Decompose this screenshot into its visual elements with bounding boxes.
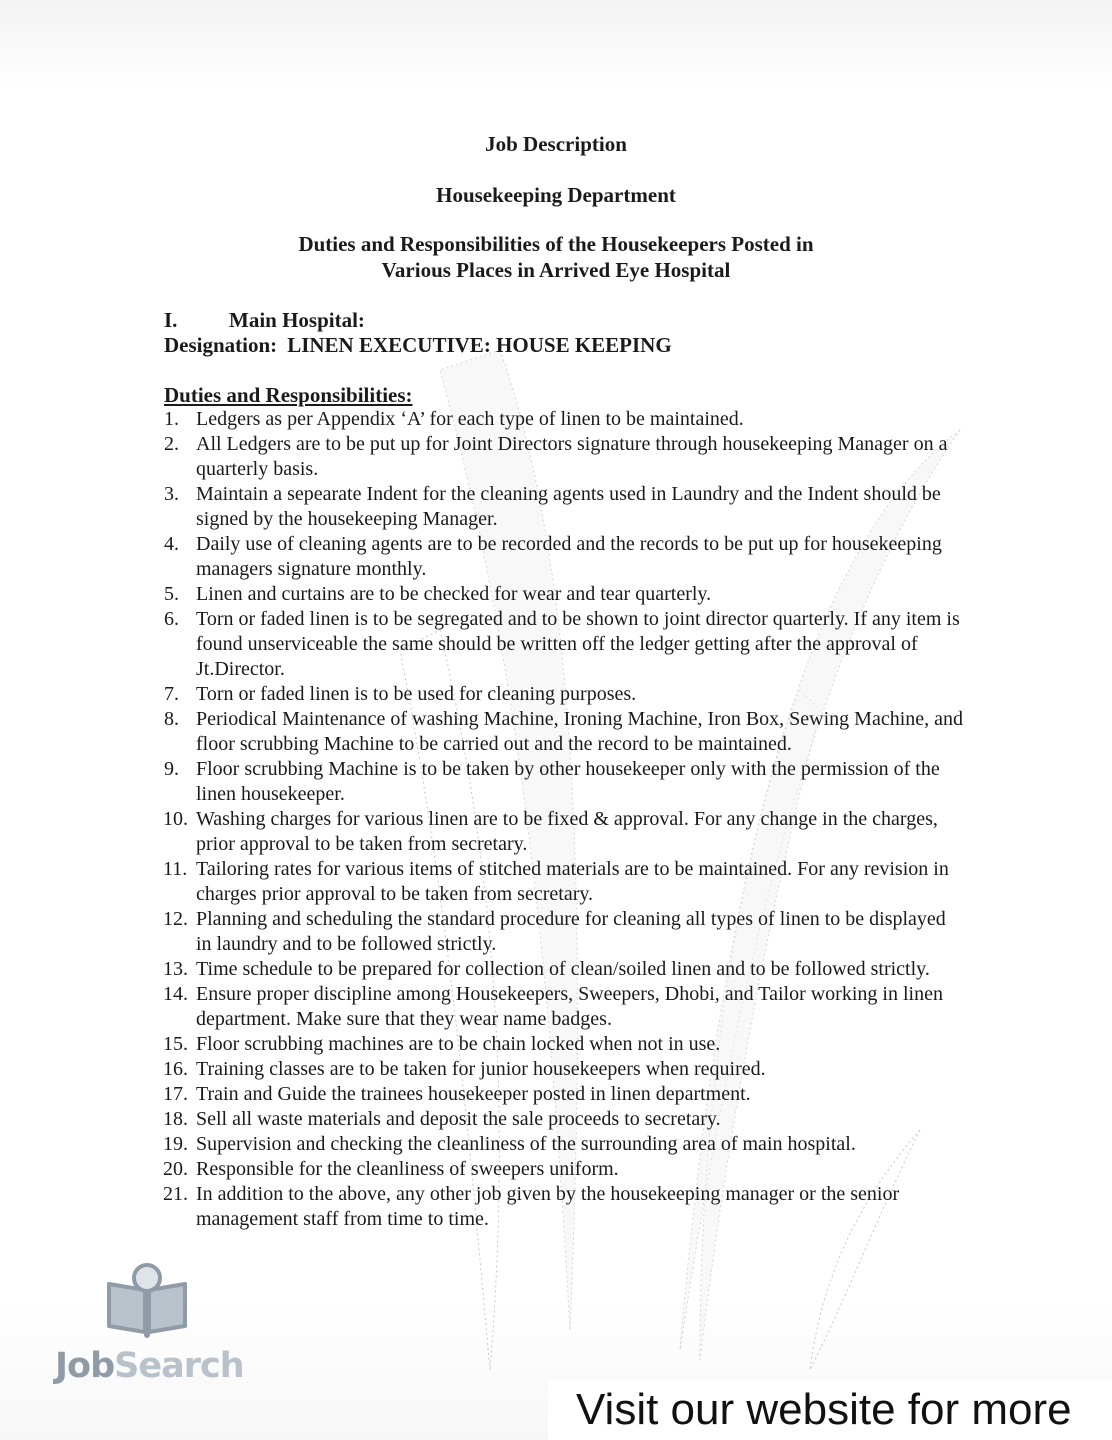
- duty-number: 15.: [163, 1033, 188, 1055]
- designation-label: Designation:: [164, 333, 278, 357]
- duty-item: [164, 582, 964, 607]
- duty-item: [164, 957, 964, 982]
- duty-text: Responsible for the cleanliness of sweepers uniform.: [196, 1158, 619, 1180]
- section-title: Main Hospital:: [229, 308, 365, 332]
- duty-number: 20.: [163, 1158, 188, 1180]
- logo-text-search: Search: [114, 1346, 244, 1386]
- duty-number: 17.: [163, 1083, 188, 1105]
- duty-text: Tailoring rates for various items of stitched materials are to be maintained. For any revision in charges prior approval to be taken from secretary.: [196, 858, 949, 905]
- duty-number: 14.: [163, 983, 188, 1005]
- duty-text: Supervision and checking the cleanliness of the surrounding area of main hospital.: [196, 1133, 856, 1155]
- duty-item: [164, 707, 964, 757]
- subtitle-heading: [0, 231, 1112, 283]
- duty-number: 18.: [163, 1108, 188, 1130]
- duty-text: Ensure proper discipline among Housekeepers, Sweepers, Dhobi, and Tailor working in linen department. Make sure that they wear name badges.: [196, 983, 943, 1030]
- duty-item: [164, 1157, 964, 1182]
- duty-number: 16.: [163, 1058, 188, 1080]
- duty-text: Torn or faded linen is to be used for cleaning purposes.: [196, 683, 637, 705]
- duty-number: 21.: [163, 1183, 188, 1205]
- duty-text: Linen and curtains are to be checked for wear and tear quarterly.: [196, 583, 712, 605]
- duty-item: [164, 907, 964, 957]
- website-cta-text[interactable]: Visit our website for more: [576, 1385, 1072, 1434]
- duty-text: Floor scrubbing Machine is to be taken by other housekeeper only with the permission of the linen housekeeper.: [196, 758, 940, 805]
- duty-item: [164, 1057, 964, 1082]
- duty-text: Time schedule to be prepared for collection of clean/soiled linen and to be followed strictly.: [196, 958, 930, 980]
- duties-heading: Duties and Responsibilities:: [164, 383, 413, 407]
- duty-item: [164, 757, 964, 807]
- duty-number: 9.: [164, 758, 179, 780]
- duty-item: [164, 607, 964, 682]
- duty-text: Washing charges for various linen are to be fixed & approval. For any change in the charges, prior approval to be taken from secretary.: [196, 808, 938, 855]
- logo-text-job: Job: [55, 1346, 115, 1386]
- duties-list: [164, 407, 964, 1232]
- duty-number: 13.: [163, 958, 188, 980]
- duty-number: 7.: [164, 683, 179, 705]
- designation-value: LINEN EXECUTIVE: HOUSE KEEPING: [287, 333, 672, 357]
- duty-text: All Ledgers are to be put up for Joint Directors signature through housekeeping Manager on a quarterly basis.: [196, 433, 948, 480]
- designation-line: [164, 333, 672, 358]
- duty-number: 4.: [164, 533, 179, 555]
- duty-number: 19.: [163, 1133, 188, 1155]
- duty-text: Daily use of cleaning agents are to be recorded and the records to be put up for housekeeping managers signature monthly.: [196, 533, 942, 580]
- website-cta-banner[interactable]: [548, 1380, 1112, 1440]
- subtitle-line-1: Duties and Responsibilities of the Housekeepers Posted in: [298, 232, 814, 256]
- duty-text: Periodical Maintenance of washing Machine, Ironing Machine, Iron Box, Sewing Machine, and floor scrubbing Machine to be carried out and the record to be maintained.: [196, 708, 964, 755]
- duty-number: 11.: [163, 858, 188, 880]
- duty-number: 5.: [164, 583, 179, 605]
- department-heading: Housekeeping Department: [436, 183, 676, 207]
- duty-text: Maintain a sepearate Indent for the cleaning agents used in Laundry and the Indent should be signed by the housekeeping Manager.: [196, 483, 941, 530]
- duty-item: [164, 432, 964, 482]
- duty-text: Train and Guide the trainees housekeeper posted in linen department.: [196, 1083, 751, 1105]
- duty-item: [164, 1182, 964, 1232]
- duty-number: 8.: [164, 708, 179, 730]
- duty-text: Planning and scheduling the standard procedure for cleaning all types of linen to be displayed in laundry and to be followed strictly.: [196, 908, 946, 955]
- duty-text: Training classes are to be taken for junior housekeepers when required.: [196, 1058, 766, 1080]
- duty-item: [164, 1132, 964, 1157]
- logo-wordmark: [55, 1344, 244, 1388]
- duty-text: Ledgers as per Appendix ‘A’ for each type of linen to be maintained.: [196, 408, 744, 430]
- duty-number: 6.: [164, 608, 179, 630]
- duty-number: 1.: [164, 408, 179, 430]
- duty-item: [164, 1032, 964, 1057]
- duty-number: 10.: [163, 808, 188, 830]
- duty-item: [164, 982, 964, 1032]
- jobsearch-logo: [55, 1262, 245, 1392]
- duty-item: [164, 682, 964, 707]
- duty-number: 3.: [164, 483, 179, 505]
- duty-number: 2.: [164, 433, 179, 455]
- duty-item: [164, 1082, 964, 1107]
- subtitle-line-2: Various Places in Arrived Eye Hospital: [381, 258, 731, 282]
- duty-item: [164, 532, 964, 582]
- duty-item: [164, 1107, 964, 1132]
- duty-text: Sell all waste materials and deposit the sale proceeds to secretary.: [196, 1108, 721, 1130]
- duty-text: Torn or faded linen is to be segregated and to be shown to joint director quarterly. If any item is found unserviceable the same should be written off the ledger getting after the approval of Jt.Director.: [196, 608, 960, 680]
- duty-item: [164, 857, 964, 907]
- book-magnifier-icon: [107, 1262, 187, 1344]
- duty-item: [164, 807, 964, 857]
- duty-item: [164, 482, 964, 532]
- document-title: Job Description: [485, 132, 627, 156]
- duty-text: In addition to the above, any other job given by the housekeeping manager or the senior management staff from time to time.: [196, 1183, 900, 1230]
- section-number: I.: [164, 308, 178, 332]
- duty-text: Floor scrubbing machines are to be chain locked when not in use.: [196, 1033, 721, 1055]
- duty-number: 12.: [163, 908, 188, 930]
- duty-item: [164, 407, 964, 432]
